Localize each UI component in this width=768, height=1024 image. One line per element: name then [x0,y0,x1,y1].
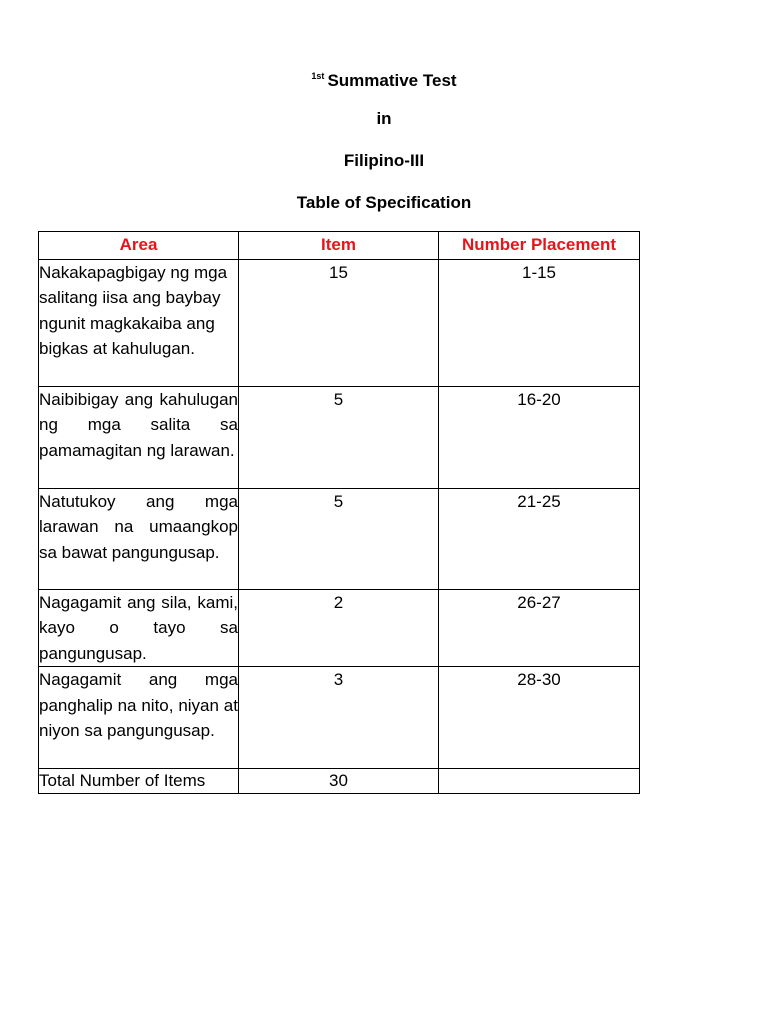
placement-cell: 21-25 [439,489,640,590]
table-row [39,489,640,590]
total-items: 30 [239,769,439,794]
document-title [0,66,768,91]
placement-cell: 26-27 [439,590,640,667]
title-line-2: in [376,109,392,128]
total-label: Total Number of Items [39,769,239,794]
table-row [39,667,640,769]
item-cell: 5 [239,387,439,489]
column-header-item: Item [239,232,439,260]
title-text: Summative Test [327,71,457,90]
area-cell: Naibibigay ang kahulugan ng mga salita sa pamamagitan ng larawan. [39,387,239,489]
item-cell: 2 [239,590,439,667]
subject-title: Filipino-III [343,151,425,170]
area-cell: Nagagamit ang sila, kami, kayo o tayo sa pangungusap. [39,590,239,667]
specification-table [38,231,640,794]
area-cell: Nagagamit ang mga panghalip na nito, niyan at niyon sa pangungusap. [39,667,239,769]
placement-cell: 1-15 [439,260,640,387]
placement-cell: 28-30 [439,667,640,769]
table-row [39,387,640,489]
area-cell: Nakakapagbigay ng mga salitang iisa ang baybay ngunit magkakaiba ang bigkas at kahulugan. [39,260,239,387]
table-row [39,260,640,387]
item-cell: 5 [239,489,439,590]
column-header-placement: Number Placement [439,232,640,260]
item-cell: 3 [239,667,439,769]
table-caption: Table of Specification [296,193,472,212]
column-header-area: Area [39,232,239,260]
table-row [39,590,640,667]
total-row [39,769,640,794]
area-cell: Natutukoy ang mga larawan na umaangkop sa bawat pangungusap. [39,489,239,590]
table-header-row [39,232,640,260]
total-placement [439,769,640,794]
item-cell: 15 [239,260,439,387]
placement-cell: 16-20 [439,387,640,489]
title-superscript: 1st [311,71,325,81]
